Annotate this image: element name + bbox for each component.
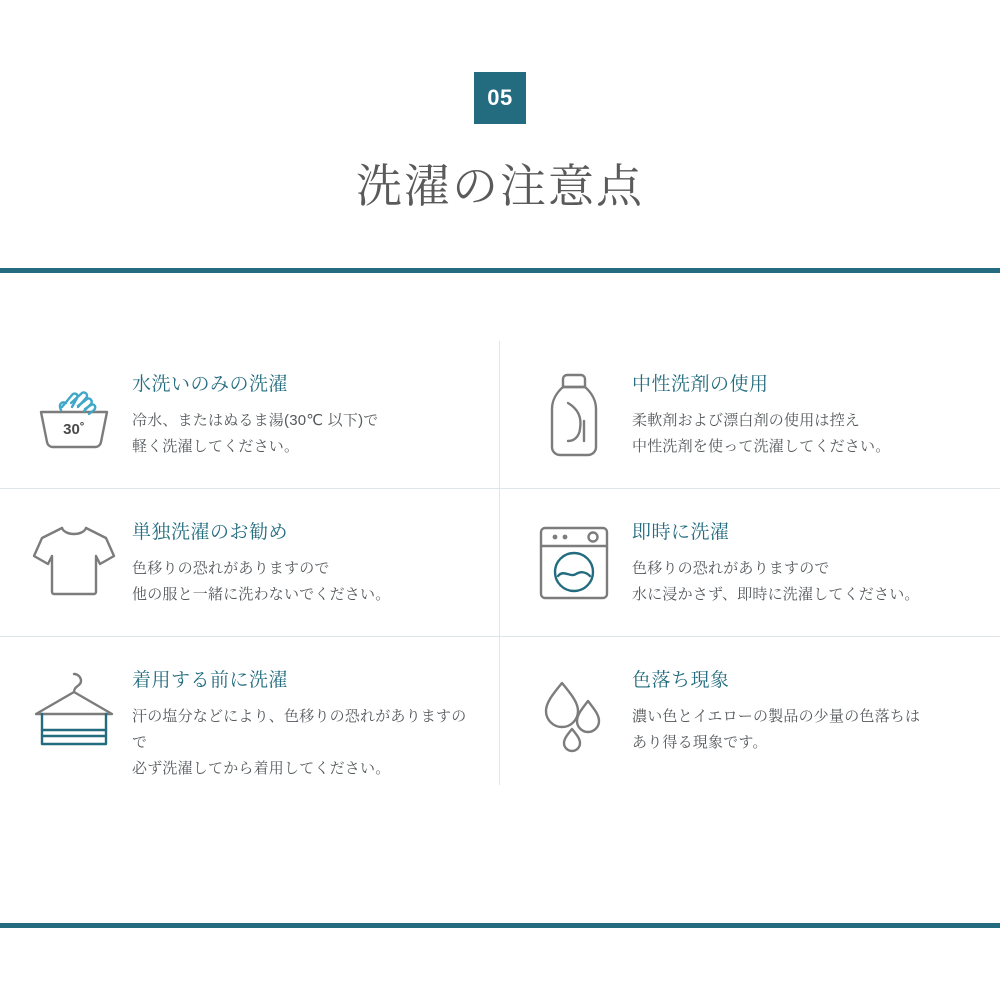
hanger-towel-icon: [22, 659, 126, 763]
temperature-label: 30˚: [63, 421, 85, 438]
care-item-wash-immediately: [500, 489, 1000, 637]
hand-wash-basin-icon: [22, 363, 126, 467]
care-instruction-grid: [0, 341, 1000, 785]
care-item-color-fading: [500, 637, 1000, 785]
care-item-text: [126, 659, 473, 781]
detergent-bottle-icon: [522, 363, 626, 467]
care-item-body: 汗の塩分などにより、色移りの恐れがありますので 必ず洗濯してから着用してください。: [132, 708, 467, 777]
care-item-title: 色落ち現象: [632, 670, 730, 691]
page-title: 洗濯の注意点: [356, 160, 644, 212]
care-item-text: [126, 363, 379, 460]
care-item-neutral-detergent: [500, 341, 1000, 489]
care-item-body: 濃い色とイエローの製品の少量の色落ちは あり得る現象です。: [632, 708, 921, 751]
care-item-title: 単独洗濯のお勧め: [132, 522, 289, 543]
washing-machine-icon: [522, 511, 626, 615]
care-item-body: 色移りの恐れがありますので 水に浸かさず、即時に洗濯してください。: [632, 560, 920, 603]
tshirt-icon: [22, 511, 126, 615]
care-item-text: [626, 659, 920, 756]
care-item-title: 即時に洗濯: [632, 522, 730, 543]
care-item-body: 柔軟剤および漂白剤の使用は控え 中性洗剤を使って洗濯してください。: [632, 412, 891, 455]
care-item-wash-separately: [0, 489, 500, 637]
care-item-body: 色移りの恐れがありますので 他の服と一緒に洗わないでください。: [132, 560, 391, 603]
care-item-text: [126, 511, 390, 608]
care-item-wash-before-wear: [0, 637, 500, 785]
section-number-badge: 05: [474, 72, 526, 124]
water-drops-icon: [522, 659, 626, 763]
header-divider: [0, 268, 1000, 273]
care-item-title: 中性洗剤の使用: [632, 374, 769, 395]
page-header: [0, 0, 1000, 216]
care-item-hand-wash: [0, 341, 500, 489]
care-item-title: 水洗いのみの洗濯: [132, 374, 289, 395]
care-item-text: [626, 511, 920, 608]
footer-divider: [0, 923, 1000, 928]
care-item-title: 着用する前に洗濯: [132, 670, 289, 691]
care-item-body: 冷水、またはぬるま湯(30℃ 以下)で 軽く洗濯してください。: [132, 412, 379, 455]
care-item-text: [626, 363, 890, 460]
